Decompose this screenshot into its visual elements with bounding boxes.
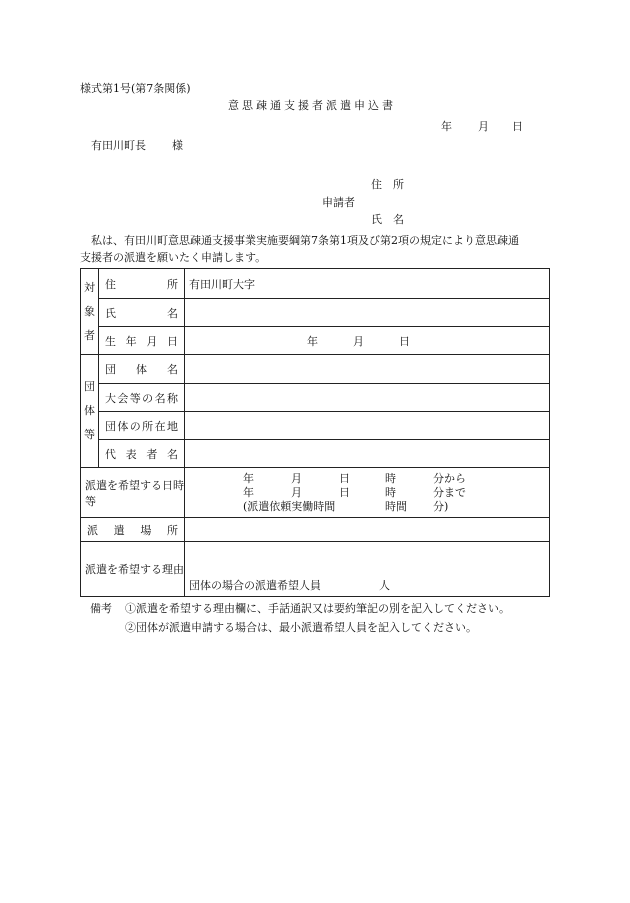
form-number: 様式第1号(第7条関係)	[80, 82, 191, 95]
org-name-field[interactable]	[185, 355, 550, 384]
table-row	[81, 542, 550, 597]
representative-label-cell: 代 表 者 名	[99, 440, 185, 468]
event-name-field[interactable]	[185, 384, 550, 412]
table-row	[81, 440, 550, 468]
datetime-label-cell: 派遣を希望する日時 等	[81, 468, 185, 518]
intro-line-1: 私は、有田川町意思疎通支援事業実施要綱第7条第1項及び第2項の規定により意思疎通	[91, 234, 519, 247]
org-location-field[interactable]	[185, 412, 550, 440]
reason-field[interactable]	[185, 542, 550, 597]
place-label-cell: 派 遣 場 所	[81, 518, 185, 542]
table-row	[81, 518, 550, 542]
table-row	[81, 412, 550, 440]
application-table	[80, 268, 550, 597]
page-title: 意思疎通支援者派遣申込書	[228, 99, 396, 112]
datetime-from-line: 年 月 日 時 分から	[243, 471, 466, 485]
table-row	[81, 299, 550, 327]
note-1: ①派遣を希望する理由欄に、手話通訳又は要約筆記の別を記入してください。	[125, 602, 510, 615]
birthdate-label-cell: 生 年 月 日	[99, 327, 185, 355]
table-row	[81, 269, 550, 299]
addressee-honorific: 様	[172, 139, 183, 152]
representative-field[interactable]	[185, 440, 550, 468]
applicant-address-label: 住 所	[371, 178, 404, 191]
date-year-label: 年	[441, 120, 452, 133]
event-name-label-cell: 大 会 等 の 名 称	[99, 384, 185, 412]
note-2: ②団体が派遣申請する場合は、最小派遣希望人員を記入してください。	[125, 621, 477, 634]
org-name-label-cell: 団 体 名	[99, 355, 185, 384]
org-location-label-cell: 団 体 の 所 在 地	[99, 412, 185, 440]
applicant-name-label: 氏 名	[371, 213, 404, 226]
table-row	[81, 355, 550, 384]
applicant-label: 申請者	[322, 196, 355, 209]
actual-hours-line: (派遣依頼実働時間 時間 分)	[243, 499, 449, 513]
datetime-to-line: 年 月 日 時 分まで	[243, 485, 466, 499]
name-label-cell: 氏 名	[99, 299, 185, 327]
table-row	[81, 327, 550, 355]
notes-header: 備考	[90, 602, 112, 615]
birthdate-field[interactable]: 年 月 日	[185, 327, 550, 355]
date-day-label: 日	[512, 120, 523, 133]
name-field[interactable]	[185, 299, 550, 327]
address-label-cell: 住 所	[99, 269, 185, 299]
addressee-name: 有田川町長	[91, 139, 146, 152]
reason-label-cell: 派遣を希望する理由	[81, 542, 185, 597]
table-row	[81, 468, 550, 518]
group-count-label: 団体の場合の派遣希望人員	[189, 579, 321, 592]
organization-group-label: 団 体 等	[81, 355, 99, 468]
group-count-unit: 人	[379, 579, 390, 592]
subject-group-label: 対 象 者	[81, 269, 99, 355]
address-field[interactable]: 有田川町大字	[185, 269, 550, 299]
intro-line-2: 支援者の派遣を願いたく申請します。	[80, 251, 267, 264]
place-field[interactable]	[185, 518, 550, 542]
date-month-label: 月	[478, 120, 489, 133]
table-row	[81, 384, 550, 412]
datetime-field[interactable]	[185, 468, 550, 518]
